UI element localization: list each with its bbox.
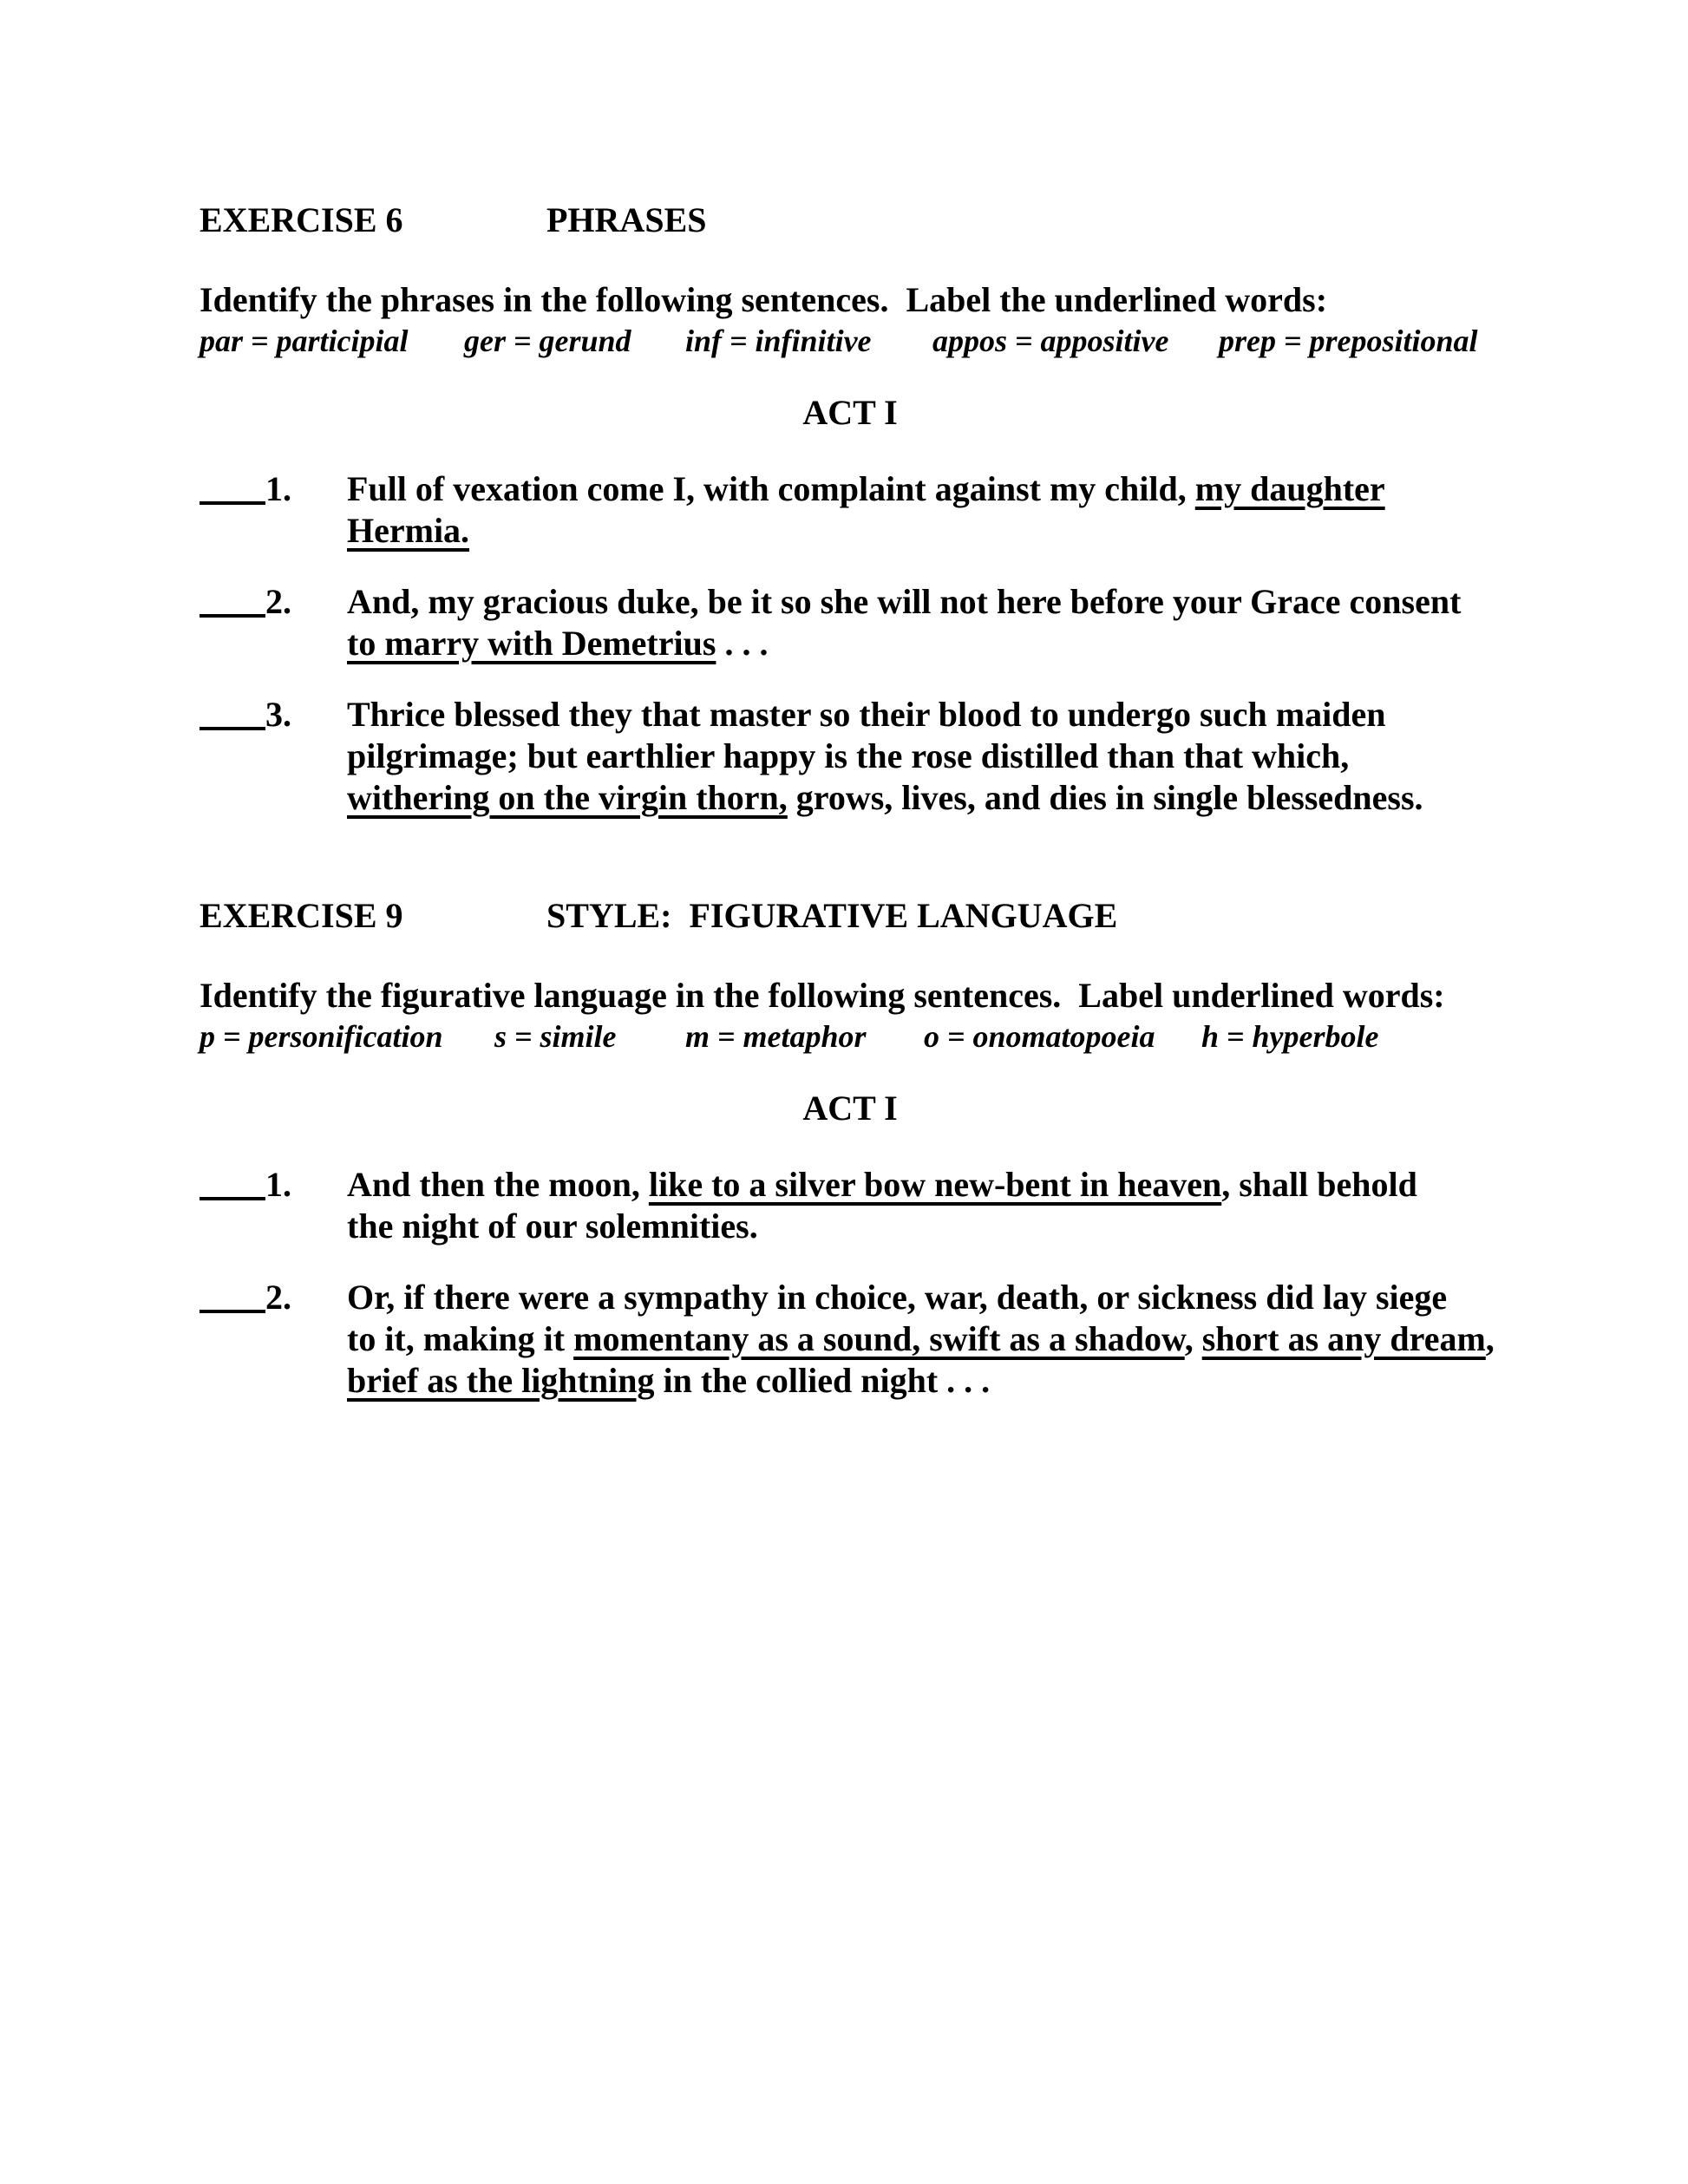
exercise-item [200,1277,1501,1402]
underlined-text: Hermia. [347,511,470,550]
text-line [347,1360,1501,1402]
plain-text: And then the moon, [347,1165,649,1204]
text-line [347,510,1501,552]
text-line [347,1277,1501,1318]
answer-blank[interactable] [200,1197,265,1200]
exercise-6-label: EXERCISE 6 [200,200,403,239]
exercise-9-title: STYLE: FIGURATIVE LANGUAGE [546,896,1118,935]
item-number: 2. [265,1278,291,1317]
plain-text: Thrice blessed they that master so their blood to undergo such maiden [347,695,1386,734]
abbreviation-key-item: par = participial [200,324,409,358]
exercise-9-label: EXERCISE 9 [200,896,403,935]
plain-text: , shall behold [1221,1165,1417,1204]
text-line [347,777,1501,819]
underlined-text: withering on the virgin thorn, [347,778,788,817]
abbreviation-key-item: s = simile [494,1019,617,1054]
text-line [347,736,1501,777]
item-number: 3. [265,695,291,734]
exercise-6-items [200,468,1501,819]
plain-text: grows, lives, and dies in single blessedness. [787,778,1423,817]
exercise-9-instructions: Identify the figurative language in the following sentences. Label underlined words: [200,976,1445,1015]
plain-text: pilgrimage; but earthlier happy is the rose distilled than that which, [347,736,1350,775]
abbreviation-key-item: inf = infinitive [685,324,872,358]
underlined-text: my daughter [1194,469,1385,508]
abbreviation-key-item: o = onomatopoeia [924,1019,1155,1054]
abbreviation-key-item: p = personification [200,1019,443,1054]
exercise-6-heading [200,199,1501,241]
underlined-text: to marry with Demetrius [347,624,716,663]
abbreviation-key-item: prep = prepositional [1219,324,1478,358]
answer-blank[interactable] [200,727,265,730]
underlined-text: brief as the lightning [347,1361,655,1400]
exercise-6-act-heading: ACT I [802,393,898,432]
exercise-6-title: PHRASES [546,200,707,239]
exercise-item [200,694,1501,819]
exercise-9-act-heading: ACT I [802,1089,898,1128]
plain-text: Or, if there were a sympathy in choice, war, death, or sickness did lay siege [347,1278,1448,1317]
answer-blank[interactable] [200,614,265,618]
exercise-6-abbreviation-key [200,321,1501,361]
underlined-text: momentany as a sound, swift as a shadow [573,1319,1185,1358]
plain-text: the night of our solemnities. [347,1206,758,1246]
item-number-cell [200,468,347,552]
plain-text: in the collied night . . . [654,1361,991,1400]
abbreviation-key-item: m = metaphor [685,1019,867,1054]
answer-blank[interactable] [200,1310,265,1313]
exercise-9-section [200,895,1501,1402]
abbreviation-key-item: h = hyperbole [1201,1019,1379,1054]
exercise-item [200,468,1501,552]
text-line [347,1206,1501,1247]
answer-blank[interactable] [200,501,265,505]
underlined-text: like to a silver bow new-bent in heaven [648,1165,1222,1204]
item-text [347,694,1501,819]
exercise-6-section [200,199,1501,819]
exercise-item [200,1164,1501,1247]
exercise-6-instructions: Identify the phrases in the following sentences. Label the underlined words: [200,280,1328,319]
exercise-9-heading [200,895,1501,937]
item-text [347,468,1501,552]
exercise-item [200,581,1501,664]
text-line [347,623,1501,664]
abbreviation-key-item: appos = appositive [932,324,1169,358]
plain-text: to it, making it [347,1319,574,1358]
item-number-cell [200,581,347,664]
item-number-cell [200,694,347,819]
item-number-cell [200,1277,347,1402]
item-number: 1. [265,1165,291,1204]
text-line [347,581,1501,623]
item-number: 2. [265,582,291,621]
item-number: 1. [265,469,291,508]
text-line [347,694,1501,736]
exercise-9-abbreviation-key [200,1017,1501,1056]
item-text [347,1277,1501,1402]
item-text [347,581,1501,664]
plain-text: And, my gracious duke, be it so she will not here before your Grace consent [347,582,1462,621]
plain-text: , [1485,1319,1495,1358]
item-text [347,1164,1501,1247]
text-line [347,1164,1501,1206]
underlined-text: short as any dream [1201,1319,1486,1358]
plain-text: , [1184,1319,1202,1358]
text-line [347,1318,1501,1360]
plain-text: Full of vexation come I, with complaint against my child, [347,469,1195,508]
abbreviation-key-item: ger = gerund [464,324,631,358]
text-line [347,468,1501,510]
exercise-9-items [200,1164,1501,1402]
item-number-cell [200,1164,347,1247]
plain-text: . . . [716,624,769,663]
